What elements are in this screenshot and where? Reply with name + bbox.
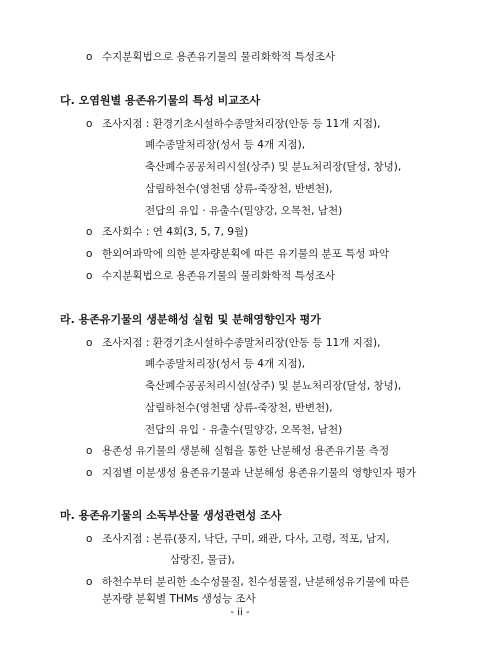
sites-continuation: 삼랑진, 물금), [170,554,235,566]
bullet-icon: o [86,467,93,479]
sites-label: 조사지점 : 본류(풍지, 낙단, 구미, 왜관, 다사, 고령, 적포, 남지, [102,533,390,545]
sites-continuation: 전답의 유입 · 유출수(밀양강, 오목천, 남천) [145,205,343,217]
sites-continuation: 삼림하천수(영천댐 상류-죽장천, 반변천), [145,183,333,195]
sites-continuation: 삼림하천수(영천댐 상류-죽장천, 반변천), [145,402,333,414]
list-item [86,269,335,283]
item-text: 한외여과막에 의한 분자량분획에 따른 유기물의 분포 특성 파악 [102,248,390,260]
list-item [86,532,390,546]
sites-continuation: 폐수종말처리장(성서 등 4개 지점), [145,358,306,370]
item-continuation: 분자량 분획별 THMs 생성능 조사 [102,593,256,605]
list-item [86,225,248,239]
item-text: 수지분획법으로 용존유기물의 물리화학적 특성조사 [102,270,336,282]
bullet-icon: o [86,248,93,260]
list-item [86,50,335,64]
sites-continuation: 축산폐수공공처리시설(상주) 및 분뇨처리장(달성, 창녕), [145,380,402,392]
bullet-icon: o [86,226,93,238]
sites-continuation: 폐수종말처리장(성서 등 4개 지점), [145,139,306,151]
bullet-icon: o [86,51,93,63]
list-item [86,575,409,589]
bullet-icon: o [86,118,93,130]
list-item [86,117,380,131]
list-item [86,336,380,350]
item-text: 용존성 유기물의 생분해 실험을 통한 난분해성 용존유기물 측정 [102,445,390,457]
item-text: 지점별 이분생성 용존유기물과 난분해성 용존유기물의 영향인자 평가 [102,467,417,479]
sites-label: 조사지점 : 환경기초시설하수종말처리장(안동 등 11개 지점), [102,337,381,349]
list-item [86,247,389,261]
item-text: 수지분획법으로 용존유기물의 물리화학적 특성조사 [102,51,336,63]
sites-continuation: 축산폐수공공처리시설(상주) 및 분뇨처리장(달성, 창녕), [145,161,402,173]
section-heading-ma: 마. 용존유기물의 소독부산물 생성관련성 조사 [60,509,282,522]
bullet-icon: o [86,270,93,282]
section-heading-da: 다. 오염원별 용존유기물의 특성 비교조사 [60,94,261,107]
sites-continuation: 전답의 유입 · 유출수(밀양강, 오목천, 남천) [145,424,343,436]
sites-label: 조사지점 : 환경기초시설하수종말처리장(안동 등 11개 지점), [102,118,381,130]
section-heading-ra: 라. 용존유기물의 생분해성 실험 및 분해영향인자 평가 [60,313,321,326]
frequency-text: 조사회수 : 연 4회(3, 5, 7, 9월) [102,226,249,238]
list-item [86,466,416,480]
bullet-icon: o [86,445,93,457]
item-text: 하천수부터 분리한 소수성물질, 친수성물질, 난분해성유기물에 따른 [102,576,410,588]
page-number: - ii - [230,607,250,618]
list-item [86,444,389,458]
bullet-icon: o [86,533,93,545]
bullet-icon: o [86,576,93,588]
bullet-icon: o [86,337,93,349]
